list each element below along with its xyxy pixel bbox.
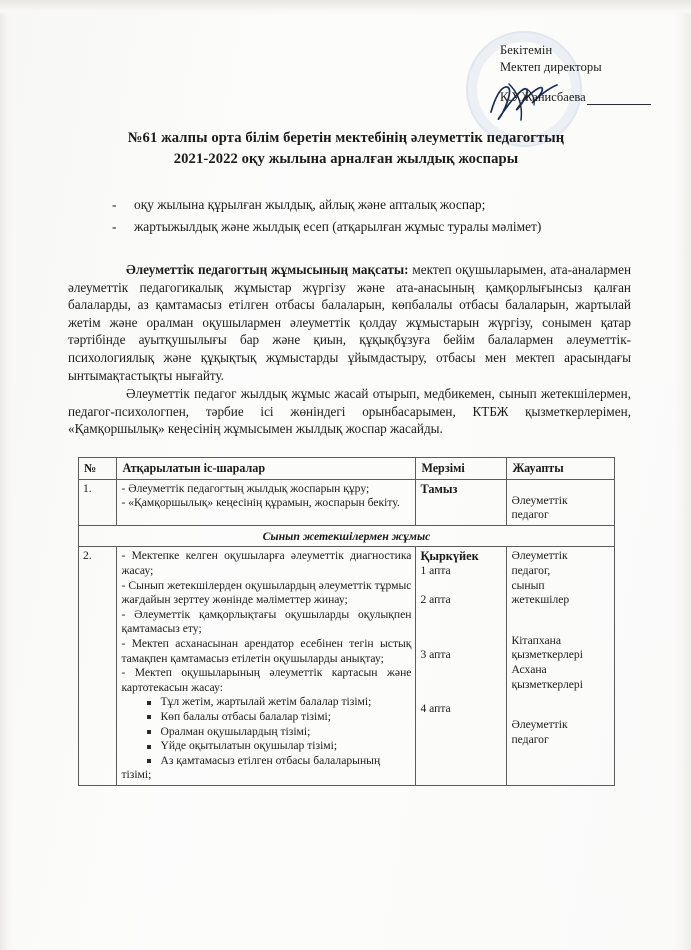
director-signature-row — [500, 90, 651, 105]
body-text — [68, 261, 631, 438]
responsible-spacer — [511, 482, 610, 494]
list-item — [112, 194, 642, 216]
responsible-line: Кітапхана — [511, 633, 561, 647]
column-header-no: № — [79, 458, 117, 480]
table-row — [79, 547, 615, 786]
term-spacer — [420, 579, 502, 594]
row-responsible — [507, 479, 615, 525]
row-responsible — [507, 547, 615, 786]
dash-bullet-icon: - — [112, 219, 117, 234]
purpose-text: мектеп оқушыларымен, ата-аналармен әлеуметтік педагогикалық жұмыстар жүргізу және ата-анасының қамқорлығынсыз қалған балаларды, аз қамтамасыз етілген отбасы балаларын, көпбалалы отбасы балаларын, жартылай жетім және оралман оқушылармен әлеуметтік қолдау жұмыстарын жүргізу, сонымен қатар тәртібінде ауытқушылығы бар және қиын, құқықбұзуға бейім балалармен әлеуметтік-психологиялық және құқықтық жұмыстарды ұйымдастыру, отбасы мен мектеп арасындағы ынтымақтастықты нығайту. — [68, 262, 631, 383]
signature-underline — [587, 93, 651, 105]
sub-list-item: Оралман оқушылардың тізімі; — [147, 725, 411, 740]
sub-list-item: Тұл жетім, жартылай жетім балалар тізімі; — [147, 695, 411, 710]
task-line: - Мектеп оқушыларының әлеуметтік картасын және картотекасын жасау: — [121, 666, 412, 694]
dash-bullet-icon: - — [112, 197, 117, 212]
term-line: 3 апта — [420, 647, 451, 661]
task-line: - Мектеп асханасынан арендатор есебінен тегін ыстық тамақпен қамтамасыз етілетін оқушыларды анықтау; — [121, 636, 412, 665]
table-header-row — [79, 458, 615, 480]
paragraph-purpose — [68, 261, 631, 384]
column-header-responsible: Жауапты — [507, 458, 615, 480]
annual-plan-table — [78, 457, 615, 786]
task-line: - Сынып жетекшілерден оқушылардың әлеуметтік тұрмыс жағдайын зерттеу жөнінде мәліметтер жинау; — [121, 578, 412, 607]
column-header-task: Атқарылатын іс-шаралар — [117, 458, 416, 480]
task-sub-list — [121, 695, 411, 768]
row-tasks — [117, 479, 416, 525]
row-tasks — [117, 547, 416, 786]
term-line: 2 апта — [420, 593, 451, 607]
task-line: - Әлеуметтік педагогтың жылдық жоспарын құру; — [121, 481, 370, 495]
term-spacer — [420, 662, 502, 702]
sub-list-item: Аз қамтамасыз етілген отбасы балаларының — [147, 754, 411, 769]
responsible-line: Әлеуметтік — [511, 493, 568, 507]
list-item-label: оқу жылына құрылған жылдық, айлық және апталық жоспар; — [134, 197, 486, 212]
purpose-lead-label: Әлеуметтік педагогтың жұмысының мақсаты: — [126, 262, 409, 277]
table-row — [79, 479, 615, 525]
table-section-row — [79, 525, 615, 547]
responsible-line: сынып — [511, 578, 545, 592]
list-item-label: жартыжылдық және жылдық есеп (атқарылған жұмыс туралы мәлімет) — [134, 219, 542, 234]
responsible-line: Әлеуметтік — [511, 718, 568, 732]
responsible-line: педагог — [511, 732, 549, 746]
responsible-line: қызметкерлері — [511, 677, 583, 691]
responsible-line: педагог, — [511, 563, 551, 577]
approval-line-2: Мектеп директоры — [500, 60, 602, 74]
sub-list-item: Үйде оқытылатын оқушылар тізімі; — [147, 739, 411, 754]
row-number: 2. — [79, 547, 117, 786]
responsible-line: жетекшілер — [511, 593, 570, 607]
column-header-term: Мерзімі — [416, 458, 507, 480]
list-item — [112, 216, 642, 238]
task-line: - Әлеуметтік қамқорлықтағы оқушыларды оқулықпен қамтамасыз ету; — [121, 607, 412, 636]
responsible-spacer — [511, 692, 610, 718]
responsible-line: қызметкерлері — [511, 648, 583, 662]
sub-list-item: Көп балалы отбасы балалар тізімі; — [147, 710, 411, 725]
sub-list-item-wrap: тізімі; — [121, 768, 152, 782]
task-line: - «Қамқоршылық» кеңесінің құрамын, жоспарын бекіту. — [121, 496, 400, 510]
page-title-line-2: 2021-2022 оқу жылына арналған жылдық жоспары — [173, 151, 519, 167]
term-line: 1 апта — [420, 563, 451, 577]
paragraph-collaboration: Әлеуметтік педагог жылдық жұмыс жасай отырып, медбикемен, сынып жетекшілермен, педагог-психологпен, тәрбие ісі жөніндегі орынбасарымен, КТБЖ қызметкерлерімен, «Қамқоршылық» кеңесінің жұмысымен жылдық жоспар жасайды. — [68, 386, 631, 437]
page-title-line-1: №61 жалпы орта білім беретін мектебінің әлеуметтік педагогтың — [127, 130, 565, 146]
page-title — [72, 128, 620, 170]
term-heading: Тамыз — [420, 481, 458, 496]
section-title: Сынып жетекшілермен жұмыс — [79, 525, 615, 547]
approval-line-1: Бекітемін — [500, 43, 553, 57]
responsible-line: педагог — [511, 508, 549, 522]
row-term — [416, 547, 507, 786]
responsible-line: Асхана — [511, 662, 547, 676]
term-spacer — [420, 608, 502, 648]
intro-dash-list — [112, 194, 642, 238]
term-line: 4 апта — [420, 702, 451, 716]
responsible-spacer — [511, 608, 610, 634]
task-line: - Мектепке келген оқушыларға әлеуметтік диагностика жасау; — [121, 549, 412, 577]
row-term — [416, 479, 507, 525]
director-name: К.У.Жанисбаева — [500, 90, 586, 104]
row-number: 1. — [79, 479, 117, 525]
approval-block — [500, 42, 680, 76]
term-heading: Қыркүйек — [420, 549, 479, 564]
responsible-line: Әлеуметтік — [511, 549, 568, 563]
